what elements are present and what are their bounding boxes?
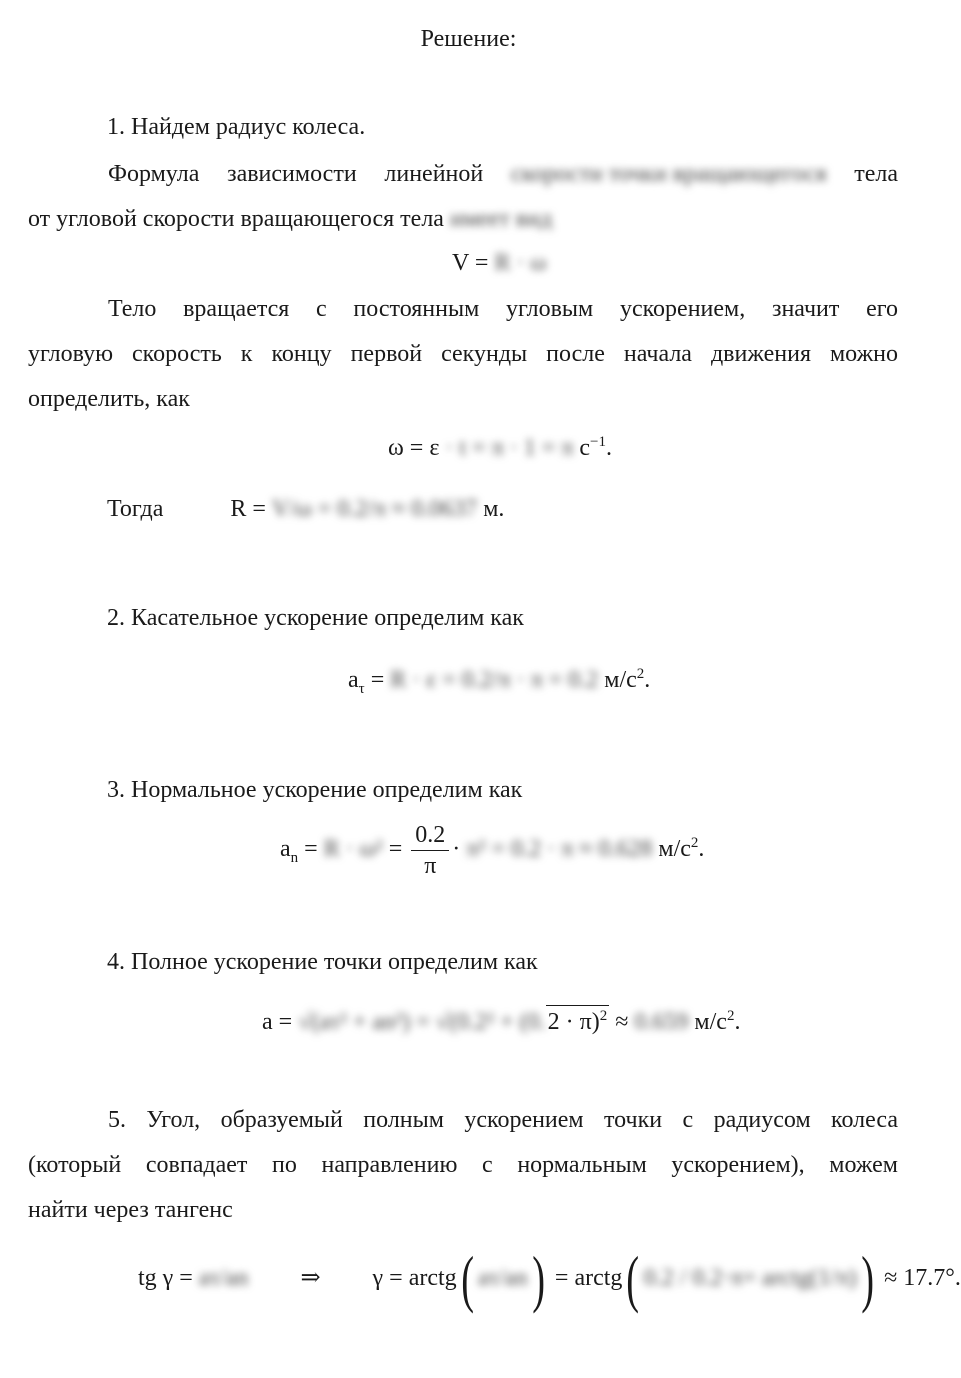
unit-exponent: 2 [636,666,645,682]
blurred-formula: R · ω [494,250,547,276]
equals: = [370,667,385,693]
text: угловую скорость к концу первой секунды после начала движения можно [28,341,898,367]
fraction [411,820,449,881]
step1-para2-line2 [28,332,898,377]
approx: ≈ [615,1009,629,1035]
blurred-text: имеет вид [449,206,553,232]
dot: · [452,836,461,863]
formula-lhs: tg γ = [138,1265,193,1291]
formula-normal [280,820,704,881]
formula-radius [107,496,504,523]
unit: м/с [658,836,691,863]
text: . [644,667,651,693]
step5-line3 [28,1188,898,1233]
formula-lhs: ω = ε [388,435,440,461]
blurred-formula: R · ω² [323,836,383,863]
step1-para2-line1 [28,287,898,332]
step3-title: 3. Нормальное ускорение определим как [107,777,523,803]
text: Формула зависимости линейной [108,161,484,187]
text: определить, как [28,386,190,412]
gamma-expr: γ = arctg [372,1265,457,1291]
unit-exponent: −1 [590,434,607,450]
blurred-formula: · t = π · 1 = π [445,435,574,461]
formula-tangential [348,666,650,698]
unit: м/с [694,1009,727,1035]
text: (который совпадает по направлению с нормальным ускорением), можем [28,1152,898,1178]
blurred-formula: R · ε = 0.2/π · π = 0.2 [390,667,599,693]
formula-lhs: V = [452,250,489,276]
text: . [606,435,613,461]
subscript: n [290,849,299,866]
blurred-formula: 0.2 / 0.2·π [643,1265,743,1291]
step1-para1-line1 [28,152,898,197]
sqrt-visible-part [546,1005,610,1036]
result: ≈ 17.7°. [884,1265,961,1291]
text: от угловой скорости вращающегося тела [28,206,444,232]
formula-lhs: a [280,836,291,863]
formula-angle [138,1243,961,1315]
numerator: 0.2 [411,820,449,851]
unit-exponent: 2 [690,835,699,852]
right-paren: ) [861,1243,874,1315]
subscript: τ [358,680,365,697]
equals: = [304,836,318,863]
text: тела [854,161,899,187]
formula-lhs: a = [262,1009,293,1035]
unit-exponent: 2 [726,1008,735,1024]
formula-lhs: a [348,667,359,693]
step5-line2 [28,1143,898,1188]
step2-title: 2. Касательное ускорение определим как [107,605,524,631]
then-label: Тогда [107,496,164,522]
blurred-text: скорости точки вращающегося [510,161,827,187]
text: . [698,836,705,863]
blurred-formula: aτ/an [198,1265,249,1291]
left-paren: ( [460,1243,474,1315]
formula-lhs: R = [230,496,266,522]
implies-symbol: ⇒ [300,1265,321,1291]
text: найти через тангенс [28,1197,233,1223]
arctg-expr: = arctg [554,1265,623,1291]
formula-omega [388,434,612,462]
step1-title: 1. Найдем радиус колеса. [107,114,366,140]
page-title: Решение: [420,26,517,52]
denominator: π [424,853,437,879]
exponent: 2 [599,1008,608,1024]
formula-total [262,1005,740,1036]
blurred-formula: 0.659 [634,1009,689,1035]
equals: = [388,836,403,863]
step1-para1-line2 [28,197,898,242]
right-paren: ) [531,1243,545,1315]
visible-term: 2 · π) [547,1009,600,1035]
text: Тело вращается с постоянным угловым ускорением, значит его [108,296,898,322]
unit: м/с [604,667,637,693]
text: . [734,1009,741,1035]
text: 5. Угол, образуемый полным ускорением точки с радиусом колеса [108,1107,898,1133]
left-paren: ( [626,1243,640,1315]
blurred-formula: V/ω = 0.2/π ≈ 0.0637 [271,496,478,522]
blurred-formula: aτ/an [477,1265,528,1291]
step4-title: 4. Полное ускорение точки определим как [107,949,538,975]
unit: с [579,435,591,461]
step1-para2-line3 [28,377,898,422]
step5-line1 [28,1098,898,1143]
formula-velocity [452,250,546,277]
blurred-formula: √(aτ² + an²) = √(0.2² + (0. [298,1009,546,1035]
blurred-formula: π² = 0.2 · π ≈ 0.628 [466,836,653,863]
blurred-formula: = arctg(1/π) [742,1265,857,1291]
unit: м. [483,496,505,522]
